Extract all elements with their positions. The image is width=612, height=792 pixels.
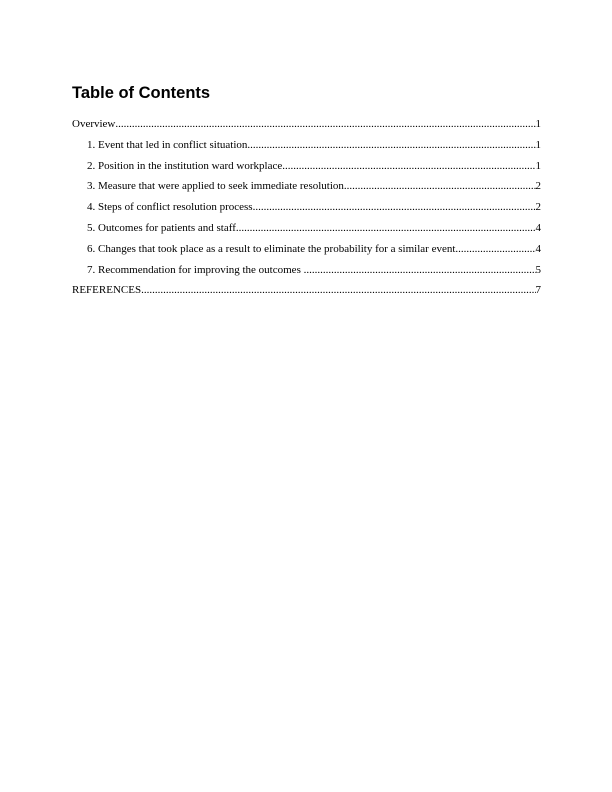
dot-leader xyxy=(253,199,536,216)
toc-entry-title: 4. Steps of conflict resolution process xyxy=(87,201,253,214)
toc-entry-steps[interactable] xyxy=(72,199,541,220)
toc-entry-page-number: 1 xyxy=(535,159,541,172)
dot-leader xyxy=(282,158,535,175)
dot-leader xyxy=(236,220,536,237)
toc-entry-position[interactable] xyxy=(72,158,541,179)
toc-entry-measures[interactable] xyxy=(72,178,541,199)
dot-leader xyxy=(455,241,535,258)
toc-entry-title: 5. Outcomes for patients and staff xyxy=(87,221,236,234)
toc-entry-page-number: 7 xyxy=(535,284,541,297)
toc-entry-page-number: 4 xyxy=(535,242,541,255)
toc-entry-title: 7. Recommendation for improving the outcomes xyxy=(87,263,304,276)
toc-entry-title: 6. Changes that took place as a result to eliminate the probability for a similar event xyxy=(87,242,456,255)
dot-leader xyxy=(141,282,535,299)
toc-heading: Table of Contents xyxy=(72,84,211,102)
toc-entry-title: 1. Event that led in conflict situation xyxy=(87,138,248,151)
toc-entry-page-number: 1 xyxy=(535,138,541,151)
toc-entry-outcomes[interactable] xyxy=(72,220,541,241)
toc-entry-page-number: 2 xyxy=(535,180,541,193)
dot-leader xyxy=(304,262,536,279)
toc-entry-references[interactable] xyxy=(72,282,541,303)
toc-entry-page-number: 4 xyxy=(535,221,541,234)
toc-entry-title: 2. Position in the institution ward workplace xyxy=(87,159,283,172)
toc-entry-title: Overview xyxy=(72,118,116,130)
toc-entry-page-number: 5 xyxy=(535,263,541,276)
toc-entry-title: REFERENCES xyxy=(72,284,142,297)
dot-leader xyxy=(247,137,535,154)
dot-leader xyxy=(344,178,536,195)
toc-entry-page-number: 2 xyxy=(535,201,541,214)
dot-leader xyxy=(115,116,535,133)
toc-entry-changes[interactable] xyxy=(72,241,541,262)
toc-entry-event[interactable] xyxy=(72,137,541,158)
toc-entry-overview[interactable] xyxy=(72,116,541,137)
toc-entry-title: 3. Measure that were applied to seek immediate resolution xyxy=(87,180,344,193)
table-of-contents xyxy=(72,116,541,303)
toc-entry-page-number: 1 xyxy=(535,118,541,130)
toc-entry-recommendation[interactable] xyxy=(72,262,541,283)
